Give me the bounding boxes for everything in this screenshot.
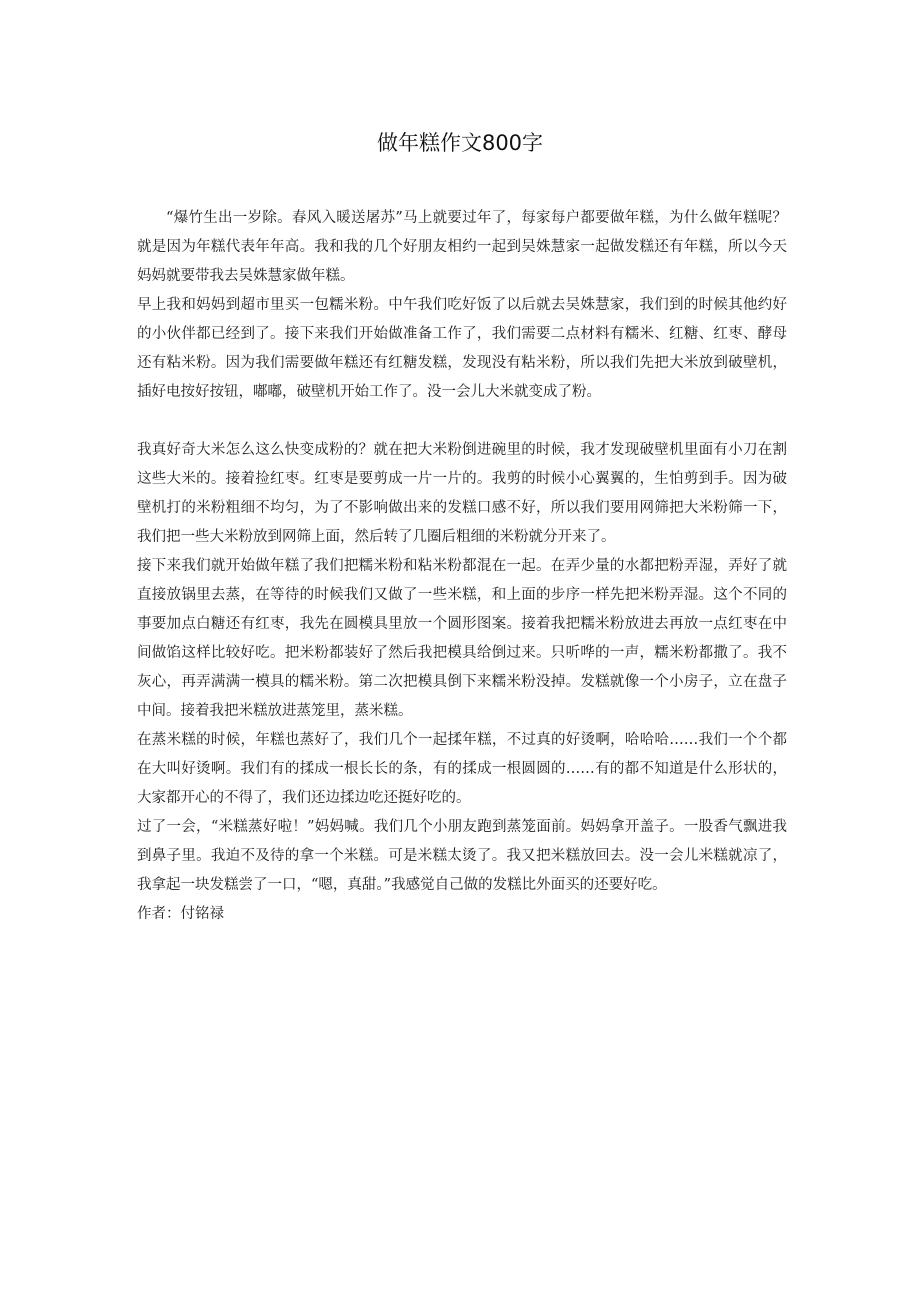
paragraph-2: 早上我和妈妈到超市里买一包糯米粉。中午我们吃好饭了以后就去吴姝慧家，我们到的时候其他约好的小伙伴都已经到了。接下来我们开始做准备工作了，我们需要二点材料有糯米、红糖、红枣、酵母还有粘米粉。因为我们需要做年糕还有红糖发糕，发现没有粘米粉，所以我们先把大米放到破壁机，插好电按好按钮，嘟嘟，破壁机开始工作了。没一会儿大米就变成了粉。 xyxy=(137,297,787,400)
document-body xyxy=(137,204,787,929)
paragraph-6: 过了一会，“米糕蒸好啦！”妈妈喊。我们几个小朋友跑到蒸笼面前。妈妈拿开盖子。一股香气飘进我到鼻子里。我迫不及待的拿一个米糕。可是米糕太烫了。我又把米糕放回去。没一会儿米糕就凉了，我拿起一块发糕尝了一口，“嗯，真甜。”我感觉自己做的发糕比外面买的还要好吃。 xyxy=(137,819,787,893)
paragraph-1: “爆竹生出一岁除。春风入暖送屠苏”马上就要过年了，每家每户都要做年糕，为什么做年糕呢？就是因为年糕代表年年高。我和我的几个好朋友相约一起到吴姝慧家一起做发糕还有年糕，所以今天妈妈就要带我去吴姝慧家做年糕。 xyxy=(137,210,787,284)
document-title: 做年糕作文800字 xyxy=(376,131,544,155)
author-line: 作者：付铭禄 xyxy=(137,906,224,922)
paragraph-3: 我真好奇大米怎么这么快变成粉的？就在把大米粉倒进碗里的时候，我才发现破壁机里面有小刀在割这些大米的。接着捡红枣。红枣是要剪成一片一片的。我剪的时候小心翼翼的，生怕剪到手。因为破壁机打的米粉粗细不均匀，为了不影响做出来的发糕口感不好，所以我们要用网筛把大米粉筛一下，我们把一些大米粉放到网筛上面，然后转了几圈后粗细的米粉就分开来了。 xyxy=(137,442,787,545)
paragraph-5: 在蒸米糕的时候，年糕也蒸好了，我们几个一起揉年糕，不过真的好烫啊，哈哈哈……我们一个个都在大叫好烫啊。我们有的揉成一根长长的条，有的揉成一根圆圆的……有的都不知道是什么形状的，大家都开心的不得了，我们还边揉边吃还挺好吃的。 xyxy=(137,732,787,806)
paragraph-spacer xyxy=(137,407,787,436)
paragraph-4: 接下来我们就开始做年糕了我们把糯米粉和粘米粉都混在一起。在弄少量的水都把粉弄湿，弄好了就直接放锅里去蒸，在等待的时候我们又做了一些米糕，和上面的步序一样先把米粉弄湿。这个不同的事要加点白糖还有红枣，我先在圆模具里放一个圆形图案。接着我把糯米粉放进去再放一点红枣在中间做馅这样比较好吃。把米粉都装好了然后我把模具给倒过来。只听哗的一声，糯米粉都撒了。我不灰心，再弄满满一模具的糯米粉。第二次把模具倒下来糯米粉没掉。发糕就像一个小房子，立在盘子中间。接着我把米糕放进蒸笼里，蒸米糕。 xyxy=(137,558,787,719)
